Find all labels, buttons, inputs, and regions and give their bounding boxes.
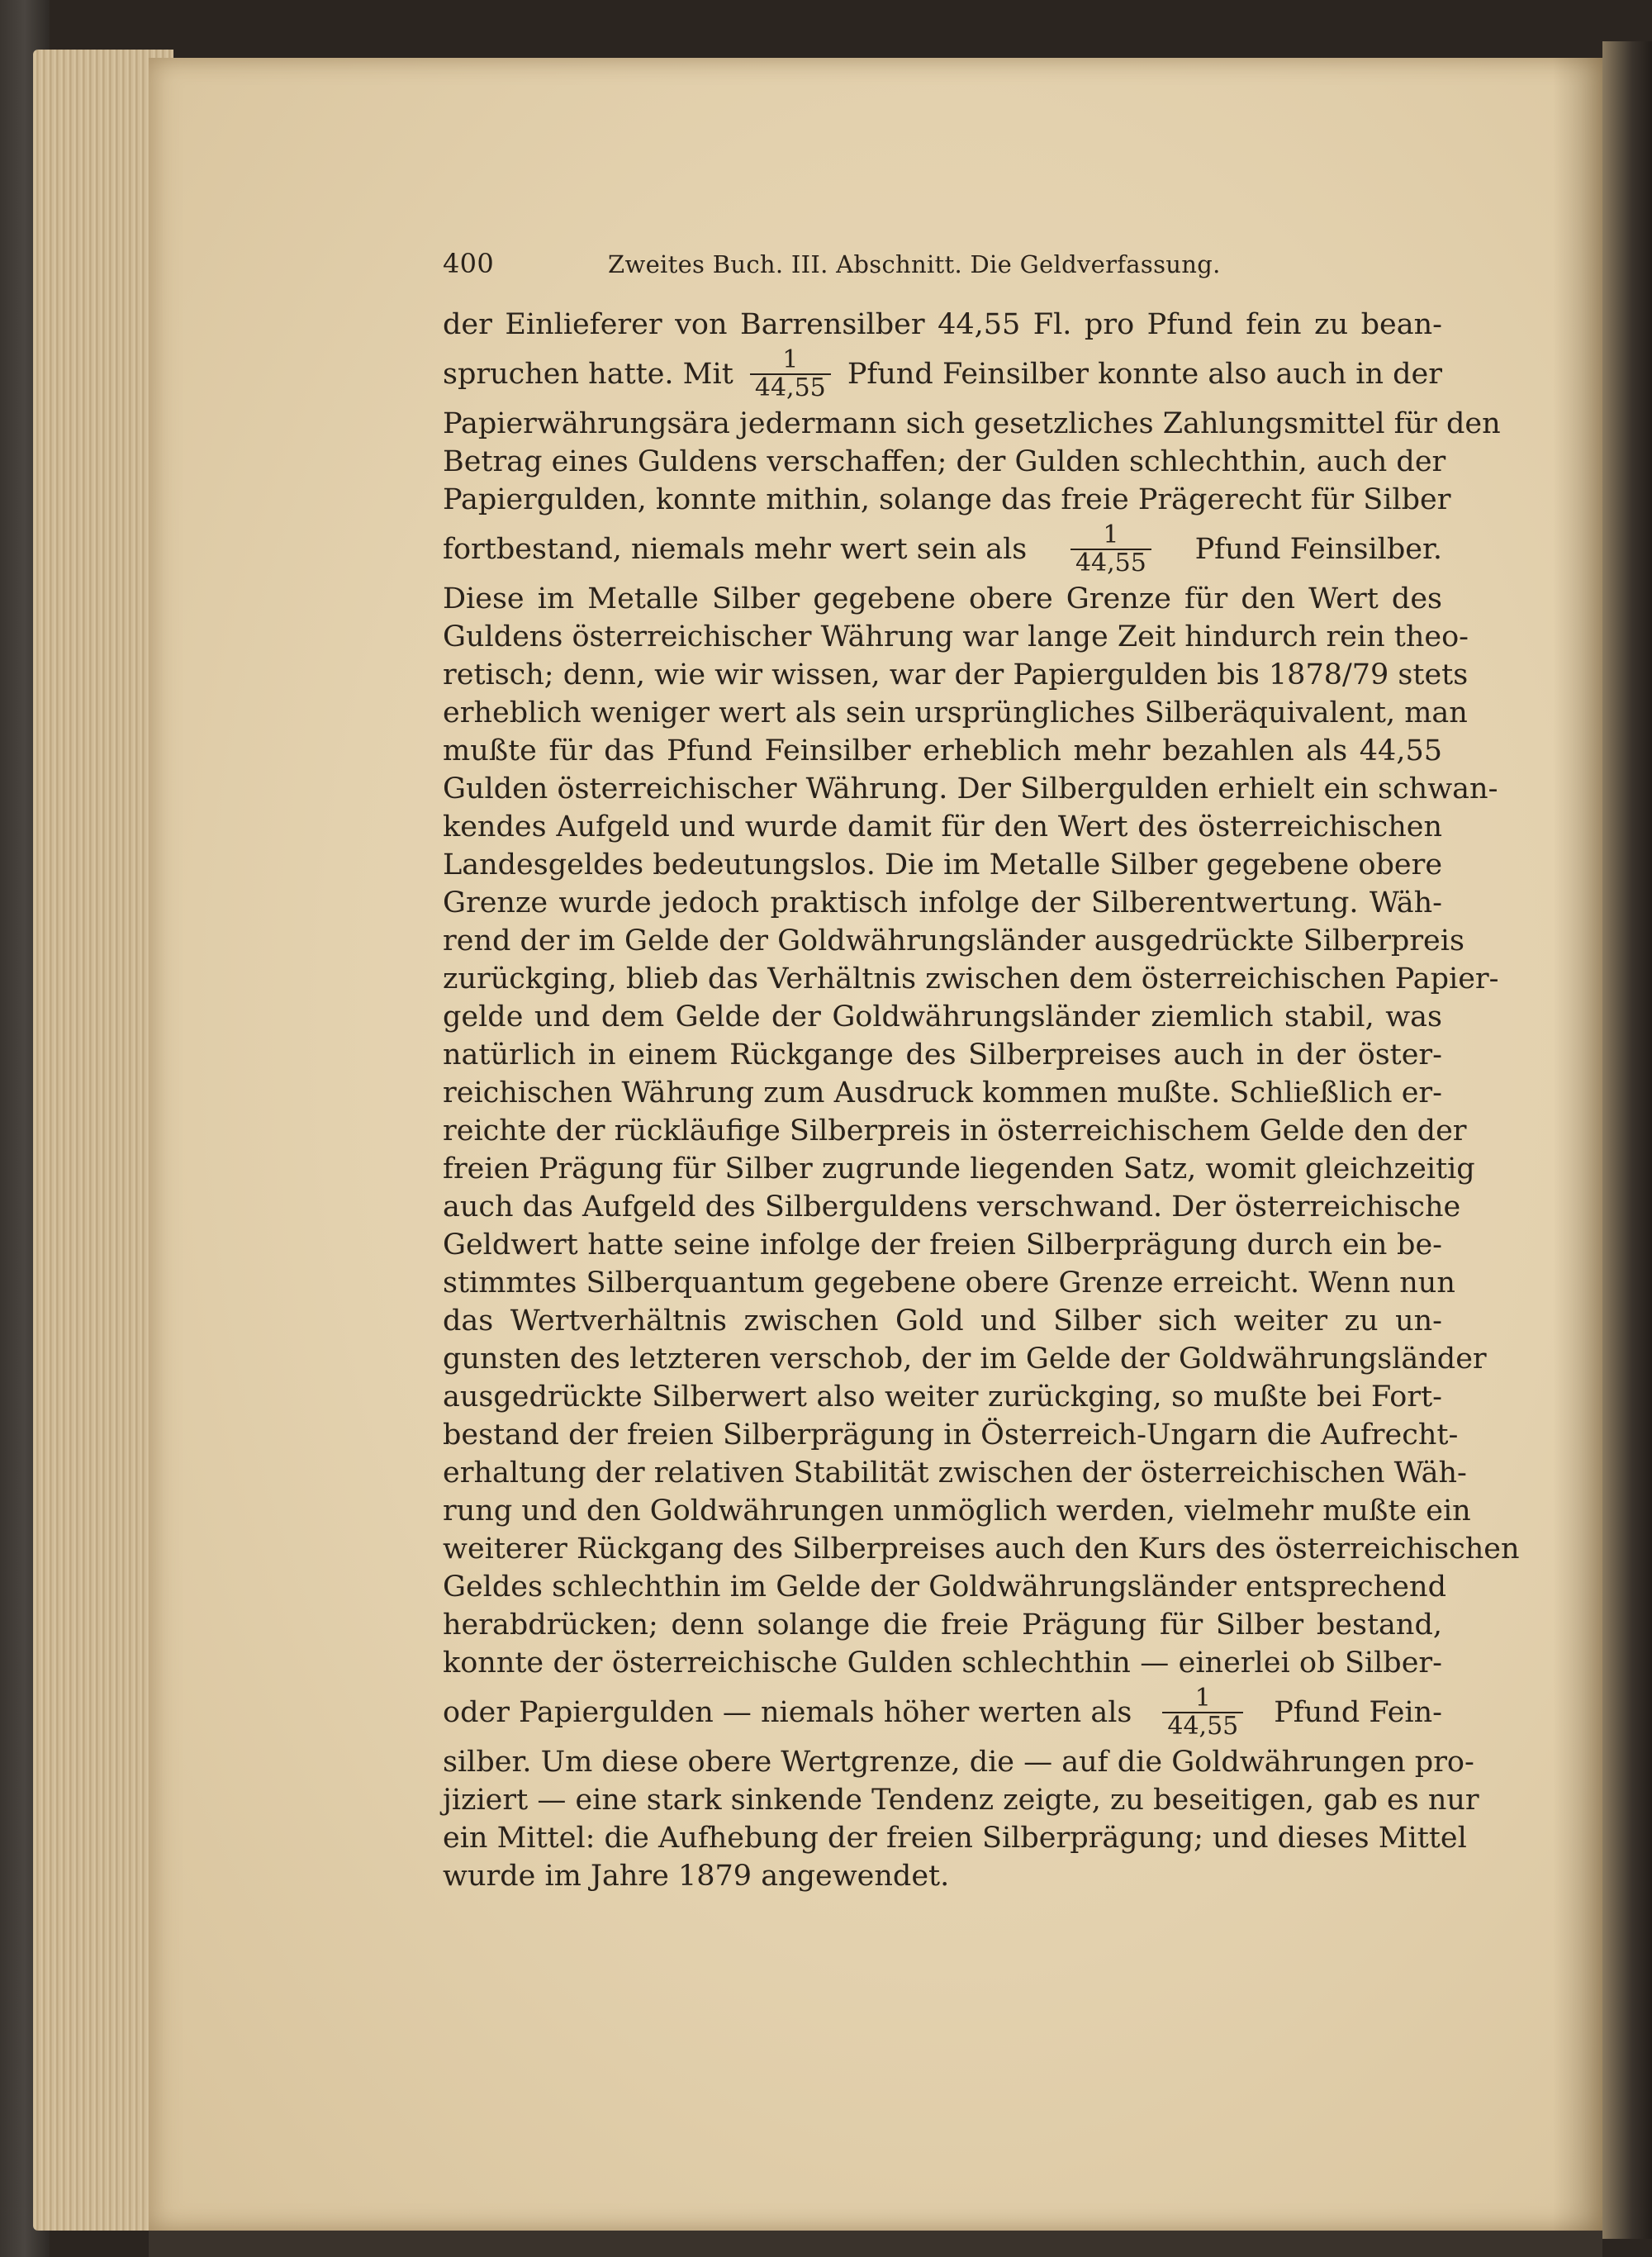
- text-line: Papierwährungsära jedermann sich gesetzliches Zahlungsmittel für den: [443, 407, 1501, 440]
- fraction: [750, 347, 831, 402]
- text-line-with-fraction: [443, 519, 1442, 580]
- scan-bottom-band: [149, 2231, 1602, 2257]
- text-line: Geldwert hatte seine infolge der freien Silberprägung durch ein be-: [443, 1228, 1442, 1262]
- text-segment: Pfund Feinsilber konnte also auch in der: [847, 358, 1442, 391]
- text-line: der Einlieferer von Barrensilber 44,55 Fl. pro Pfund fein zu bean-: [443, 308, 1442, 341]
- text-line: gelde und dem Gelde der Goldwährungsländer ziemlich stabil, was: [443, 1000, 1442, 1033]
- text-line: das Wertverhältnis zwischen Gold und Silber sich weiter zu un-: [443, 1304, 1442, 1338]
- text-line-with-fraction: [443, 1682, 1442, 1743]
- text-line: rend der im Gelde der Goldwährungsländer ausgedrückte Silberpreis: [443, 924, 1464, 957]
- text-line-with-fraction: [443, 344, 1442, 405]
- text-line: Guldens österreichischer Währung war lange Zeit hindurch rein theo-: [443, 620, 1469, 653]
- text-line: konnte der österreichische Gulden schlechthin — einerlei ob Silber-: [443, 1646, 1442, 1680]
- fraction-numerator: 1: [1103, 520, 1119, 549]
- text-line: freien Prägung für Silber zugrunde liegenden Satz, womit gleichzeitig: [443, 1152, 1475, 1186]
- text-line: weiterer Rückgang des Silberpreises auch den Kurs des österreichischen: [443, 1532, 1520, 1566]
- fraction-denominator: 44,55: [1162, 1712, 1243, 1740]
- fraction-numerator: 1: [782, 345, 799, 374]
- text-line: wurde im Jahre 1879 angewendet.: [443, 1860, 950, 1893]
- fraction: [1162, 1685, 1243, 1740]
- fraction: [1070, 522, 1151, 577]
- text-line: jiziert — eine stark sinkende Tendenz zeigte, zu beseitigen, gab es nur: [443, 1784, 1479, 1817]
- text-segment: fortbestand, niemals mehr wert sein als: [443, 533, 1028, 566]
- book-right-edge: [1602, 41, 1652, 2239]
- text-line: stimmtes Silberquantum gegebene obere Grenze erreicht. Wenn nun: [443, 1266, 1455, 1300]
- text-line: bestand der freien Silberprägung in Österreich-Ungarn die Aufrecht-: [443, 1418, 1459, 1452]
- text-segment: oder Papiergulden — niemals höher werten als: [443, 1696, 1132, 1729]
- text-line: kendes Aufgeld und wurde damit für den Wert des österreichischen: [443, 810, 1442, 843]
- text-line: ausgedrückte Silberwert also weiter zurückging, so mußte bei Fort-: [443, 1380, 1442, 1414]
- text-line: erhaltung der relativen Stabilität zwischen der österreichischen Wäh-: [443, 1456, 1467, 1490]
- page-number: 400: [443, 248, 494, 279]
- text-line: reichischen Währung zum Ausdruck kommen mußte. Schließlich er-: [443, 1076, 1442, 1109]
- fraction-denominator: 44,55: [750, 373, 831, 402]
- fraction-numerator: 1: [1194, 1684, 1211, 1713]
- text-line: natürlich in einem Rückgange des Silberpreises auch in der öster-: [443, 1038, 1442, 1071]
- text-line: Geldes schlechthin im Gelde der Goldwährungsländer entsprechend: [443, 1570, 1446, 1604]
- text-line: Diese im Metalle Silber gegebene obere Grenze für den Wert des: [443, 582, 1442, 615]
- text-line: Papiergulden, konnte mithin, solange das freie Prägerecht für Silber: [443, 483, 1451, 516]
- text-line: zurückging, blieb das Verhältnis zwischen dem österreichischen Papier-: [443, 962, 1499, 995]
- page-spine-shadow: [1553, 58, 1602, 2231]
- text-line: mußte für das Pfund Feinsilber erheblich mehr bezahlen als 44,55: [443, 734, 1442, 767]
- text-line: silber. Um diese obere Wertgrenze, die — auf die Goldwährungen pro-: [443, 1746, 1474, 1779]
- page-header: [443, 248, 1442, 294]
- text-line: reichte der rückläufige Silberpreis in österreichischem Gelde den der: [443, 1114, 1467, 1148]
- text-line: herabdrücken; denn solange die freie Prägung für Silber bestand,: [443, 1608, 1442, 1642]
- text-segment: Pfund Fein-: [1274, 1696, 1442, 1729]
- fraction-denominator: 44,55: [1070, 549, 1151, 577]
- text-line: gunsten des letzteren verschob, der im Gelde der Goldwährungsländer: [443, 1342, 1487, 1376]
- text-line: Betrag eines Guldens verschaffen; der Gulden schlechthin, auch der: [443, 445, 1446, 478]
- text-line: rung und den Goldwährungen unmöglich werden, vielmehr mußte ein: [443, 1494, 1471, 1528]
- running-head: Zweites Buch. III. Abschnitt. Die Geldverfassung.: [608, 250, 1221, 278]
- text-line: retisch; denn, wie wir wissen, war der Papiergulden bis 1878/79 stets: [443, 658, 1469, 691]
- text-line: ein Mittel: die Aufhebung der freien Silberprägung; und dieses Mittel: [443, 1822, 1467, 1855]
- text-line: auch das Aufgeld des Silberguldens verschwand. Der österreichische: [443, 1190, 1461, 1224]
- text-line: erheblich weniger wert als sein ursprüngliches Silberäquivalent, man: [443, 696, 1468, 729]
- page-text-block: [443, 248, 1520, 1895]
- text-line: Landesgeldes bedeutungslos. Die im Metalle Silber gegebene obere: [443, 848, 1443, 881]
- text-line: Gulden österreichischer Währung. Der Silbergulden erhielt ein schwan-: [443, 772, 1498, 805]
- text-segment: spruchen hatte. Mit: [443, 358, 733, 391]
- text-line: Grenze wurde jedoch praktisch infolge der Silberentwertung. Wäh-: [443, 886, 1442, 919]
- text-segment: Pfund Feinsilber.: [1194, 533, 1442, 566]
